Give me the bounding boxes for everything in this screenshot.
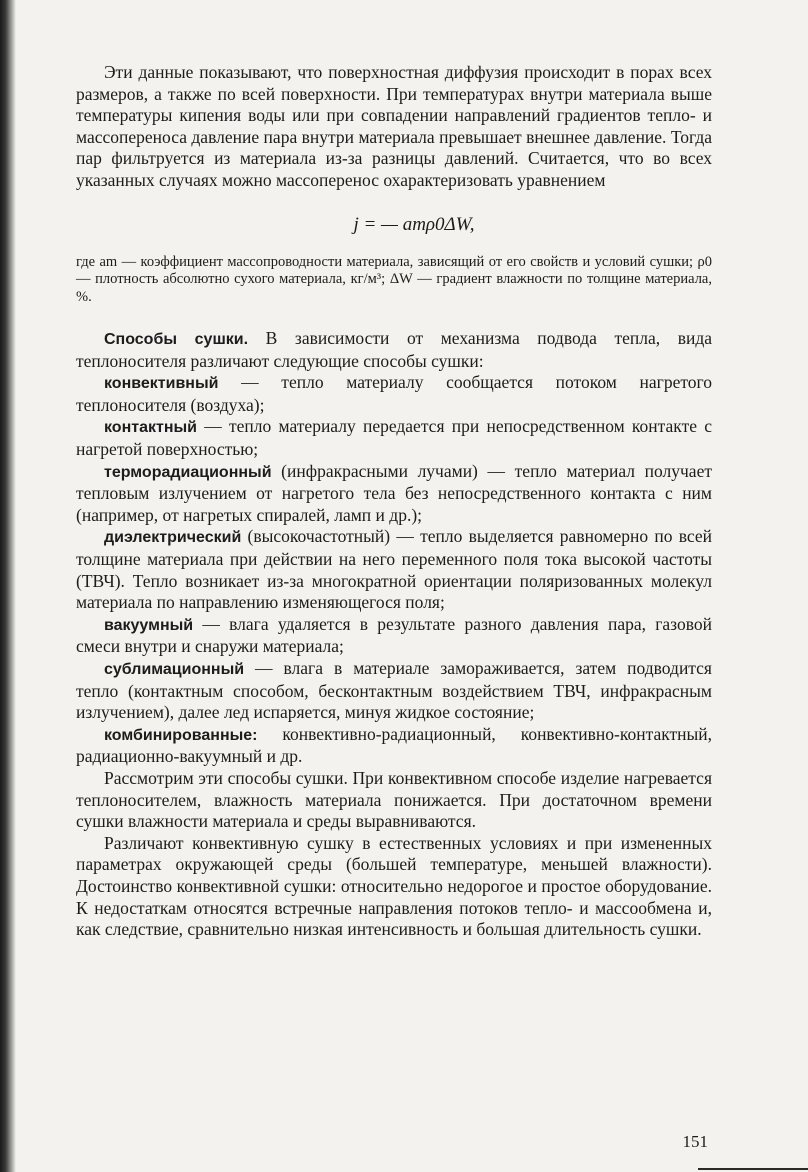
page-number: 151 <box>682 1132 708 1151</box>
book-spine-shadow <box>0 0 16 1172</box>
method-term: сублимационный <box>104 660 245 678</box>
paragraph-diffusion: Эти данные показывают, что поверхностная диффузия происходит в порах всех размеров, а также по всей поверхности. При температурах внутри материала выше температуры кипения воды или при совпадении направлений градиентов тепло- и массопереноса давление пара внутри материала превышает внешнее давление. Тогда пар фильтруется из материала из-за разницы давлений. Считается, что во всех указанных случаях можно массоперенос охарактеризовать уравнением <box>76 62 712 190</box>
method-description: — влага удаляется в результате разного давления пара, газовой смеси внутри и снаружи материала; <box>76 613 712 657</box>
method-term: терморадиационный <box>104 463 272 481</box>
paragraph-convective-process: Рассмотрим эти способы сушки. При конвективном способе изделие нагревается теплоносителем, влажность материала понижается. При достаточном времени сушки влажности материала и среды выравниваются. <box>76 767 712 832</box>
method-description: конвективно-радиационный, конвективно-контактный, радиационно-вакуумный и др. <box>76 723 712 767</box>
method-term: конвективный <box>104 375 219 393</box>
bottom-rule <box>698 1168 808 1170</box>
method-item-vacuum <box>76 614 712 658</box>
method-item-sublimation <box>76 658 712 724</box>
method-description: — тепло материалу передается при непосредственном контакте с нагретой поверхностью; <box>76 416 712 460</box>
method-term: комбинированные: <box>104 726 258 744</box>
method-term: диэлектрический <box>104 529 242 547</box>
method-description: (высокочастотный) — тепло выделяется равномерно по всей толщине материала при действии на него переменного поля тока высокой частоты (ТВЧ). Тепло возникает из-за многократной ориентации поляризованных молекул материала по направлению изменяющегося поля; <box>76 526 712 613</box>
method-description: — тепло материалу сообщается потоком нагретого теплоносителя (воздуха); <box>76 372 712 415</box>
method-item-contact <box>76 416 712 460</box>
section-heading: Способы сушки. <box>104 331 249 349</box>
method-item-combined <box>76 724 712 768</box>
method-item-dielectric <box>76 526 712 613</box>
equation-legend: где am — коэффициент массопроводности материала, зависящий от его свойств и условий сушки; ρ0 — плотность абсолютно сухого материала, кг/м³; ΔW — градиент влажности по толщине материала, %. <box>76 253 712 305</box>
section-intro-text: В зависимости от механизма подвода тепла, вида теплоносителя различают следующие способы сушки: <box>76 328 712 371</box>
method-item-convective <box>76 372 712 416</box>
drying-methods-list <box>76 372 712 768</box>
method-description: (инфракрасными лучами) — тепло материал получает тепловым излучением от нагретого тела без непосредственного контакта с ним (например, от нагретых спиралей, ламп и др.); <box>76 460 712 525</box>
method-item-thermoradiation <box>76 461 712 527</box>
page-body <box>76 62 712 941</box>
paragraph-drying-methods-intro <box>76 328 712 372</box>
equation-mass-transfer: j = — amρ0ΔW, <box>353 213 475 235</box>
method-term: вакуумный <box>104 616 194 634</box>
method-description: — влага в материале замораживается, затем подводится тепло (контактным способом, бесконтактным воздействием ТВЧ, инфракрасным излучением), далее лед испаряется, минуя жидкое состояние; <box>76 657 712 723</box>
paragraph-convective-types: Различают конвективную сушку в естественных условиях и при измененных параметрах окружающей среды (большей температуре, меньшей влажности). Достоинство конвективной сушки: относительно недорогое и простое оборудование. К недостаткам относятся встречные направления потоков тепло- и массообмена и, как следствие, сравнительно низкая интенсивность и большая длительность сушки. <box>76 832 712 940</box>
method-term: контактный <box>104 419 197 437</box>
